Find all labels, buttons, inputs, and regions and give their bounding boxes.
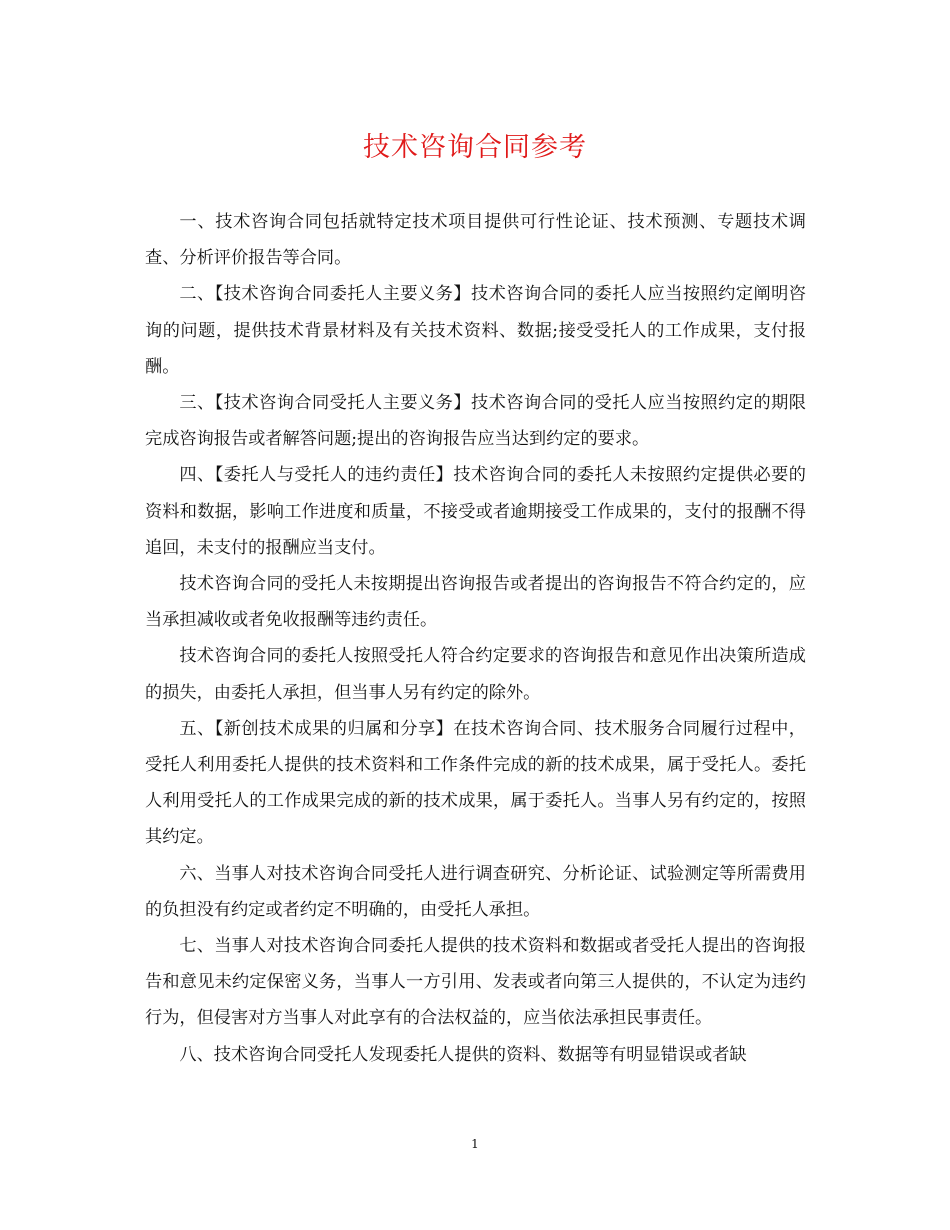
paragraph-2: 二、【技术咨询合同委托人主要义务】技术咨询合同的委托人应当按照约定阐明咨询的问题，提供技术背景材料及有关技术资料、数据;接受受托人的工作成果，支付报酬。 — [145, 284, 806, 377]
paragraph-9: 七、当事人对技术咨询合同委托人提供的技术资料和数据或者受托人提出的咨询报告和意见未约定保密义务，当事人一方引用、发表或者向第三人提供的，不认定为违约行为，但侵害对方当事人对此享有的合法权益的，应当依法承担民事责任。 — [145, 936, 806, 1029]
paragraph-10: 八、技术咨询合同受托人发现委托人提供的资料、数据等有明显错误或者缺 — [179, 1044, 747, 1065]
document-body — [145, 204, 806, 1073]
paragraph-8: 六、当事人对技术咨询合同受托人进行调查研究、分析论证、试验测定等所需费用的负担没有约定或者约定不明确的，由受托人承担。 — [145, 863, 806, 920]
paragraph-3: 三、【技术咨询合同受托人主要义务】技术咨询合同的受托人应当按照约定的期限完成咨询报告或者解答问题;提出的咨询报告应当达到约定的要求。 — [145, 393, 806, 450]
document-title: 技术咨询合同参考 — [363, 132, 587, 163]
page-number: 1 — [471, 1137, 479, 1151]
paragraph-4: 四、【委托人与受托人的违约责任】技术咨询合同的委托人未按照约定提供必要的资料和数据，影响工作进度和质量，不接受或者逾期接受工作成果的，支付的报酬不得追回，未支付的报酬应当支付。 — [145, 465, 806, 558]
paragraph-1: 一、技术咨询合同包括就特定技术项目提供可行性论证、技术预测、专题技术调查、分析评价报告等合同。 — [145, 212, 806, 269]
paragraph-7: 五、【新创技术成果的归属和分享】在技术咨询合同、技术服务合同履行过程中，受托人利用委托人提供的技术资料和工作条件完成的新的技术成果，属于受托人。委托人利用受托人的工作成果完成的新的技术成果，属于委托人。当事人另有约定的，按照其约定。 — [145, 718, 806, 848]
paragraph-6: 技术咨询合同的委托人按照受托人符合约定要求的咨询报告和意见作出决策所造成的损失，由委托人承担，但当事人另有约定的除外。 — [145, 646, 806, 703]
paragraph-5: 技术咨询合同的受托人未按期提出咨询报告或者提出的咨询报告不符合约定的，应当承担减收或者免收报酬等违约责任。 — [145, 574, 806, 631]
